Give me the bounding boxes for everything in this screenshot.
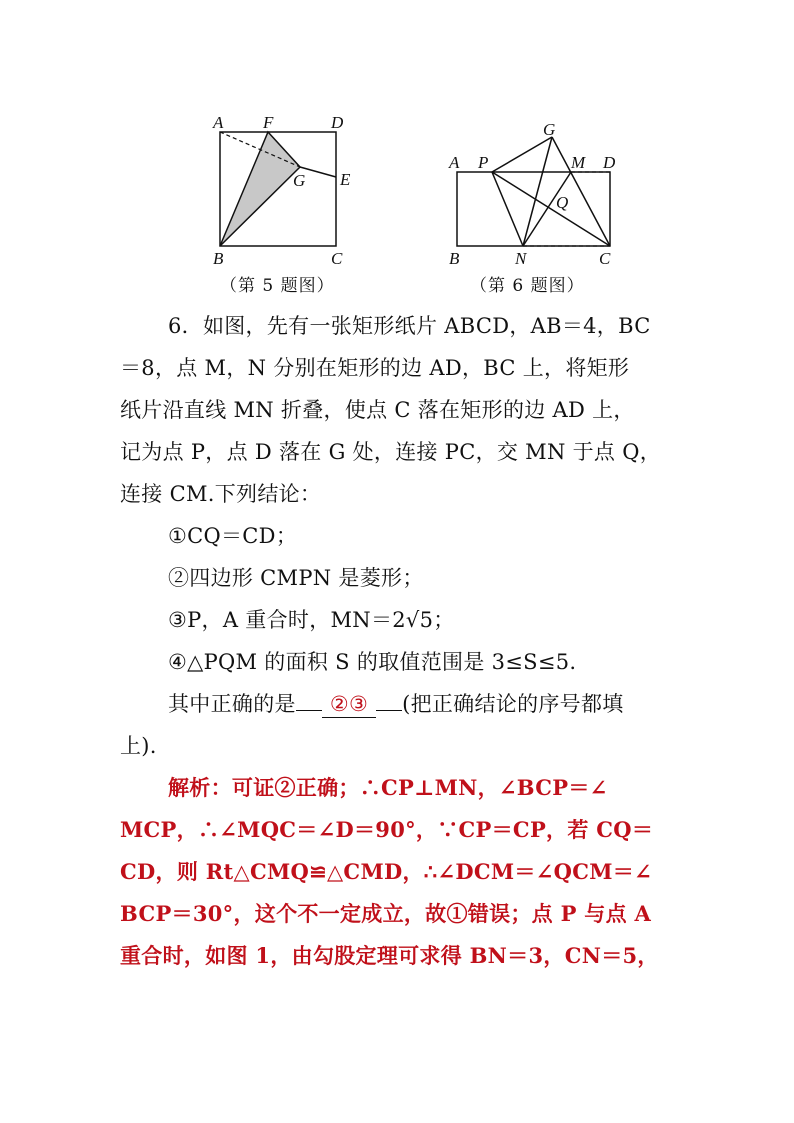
fig5-label-G: G [293,171,306,190]
problem-line-2: ＝8，点 M，N 分别在矩形的边 AD，BC 上，将矩形 [120,356,630,380]
fig6-label-G: G [543,120,556,139]
figure-5-diagram [205,112,365,272]
fig6-label-A: A [449,153,460,172]
fig5-label-F: F [263,113,274,132]
answer-tail: 上). [120,734,157,758]
problem-line-5: 连接 CM.下列结论： [120,482,322,506]
answer-value: ②③ [322,691,376,718]
fig6-segment-PC [492,172,610,246]
fig5-label-B: B [213,249,224,268]
fig6-label-Q: Q [556,193,569,212]
solution-line-4: BCP＝30°，这个不一定成立，故①错误；点 P 与点 A [120,901,652,926]
fig6-label-C: C [599,249,611,268]
fig6-label-M: M [571,153,586,172]
figure-5-caption: （第 5 题图） [220,276,335,296]
solution-line-1: 解析：可证②正确；∴CP⊥MN，∠BCP＝∠ [168,775,608,800]
answer-blank-right [376,710,402,711]
conclusion-3: ③P，A 重合时，MN＝2√5； [168,608,455,632]
fig6-segment-PG [492,137,552,172]
solution-line-3: CD，则 Rt△CMQ≌△CMD，∴∠DCM＝∠QCM＝∠ [120,859,652,884]
figure-6-caption: （第 6 题图） [470,276,585,296]
fig5-label-D: D [331,113,344,132]
solution-line-5: 重合时，如图 1，由勾股定理可求得 BN＝3，CN＝5， [120,943,659,968]
fig6-label-D: D [603,153,616,172]
answer-prefix: 其中正确的是 [168,692,296,716]
fig5-label-A: A [213,113,224,132]
conclusion-4: ④△PQM 的面积 S 的取值范围是 3≤S≤5. [168,650,577,674]
answer-suffix: (把正确结论的序号都填 [402,692,624,716]
solution-line-2: MCP，∴∠MQC＝∠D＝90°，∵CP＝CP，若 CQ＝ [120,817,654,842]
fig5-segment-GE [300,167,336,177]
fig5-label-E: E [340,170,351,189]
fig6-label-B: B [449,249,460,268]
conclusion-1: ①CQ＝CD； [168,524,298,548]
fig6-segment-GN [523,137,552,246]
fig5-label-C: C [331,249,343,268]
conclusion-2: ②四边形 CMPN 是菱形； [168,566,424,590]
answer-blank-left [296,710,322,711]
fig6-label-N: N [515,249,527,268]
problem-line-1: 6．如图，先有一张矩形纸片 ABCD，AB＝4，BC [168,314,651,338]
fig6-segment-PN [492,172,523,246]
problem-line-4: 记为点 P，点 D 落在 G 处，连接 PC，交 MN 于点 Q， [120,440,662,464]
answer-line [168,682,624,726]
fig6-label-P: P [478,153,489,172]
problem-line-3: 纸片沿直线 MN 折叠，使点 C 落在矩形的边 AD 上， [120,398,635,422]
figure-6-diagram [445,118,625,268]
